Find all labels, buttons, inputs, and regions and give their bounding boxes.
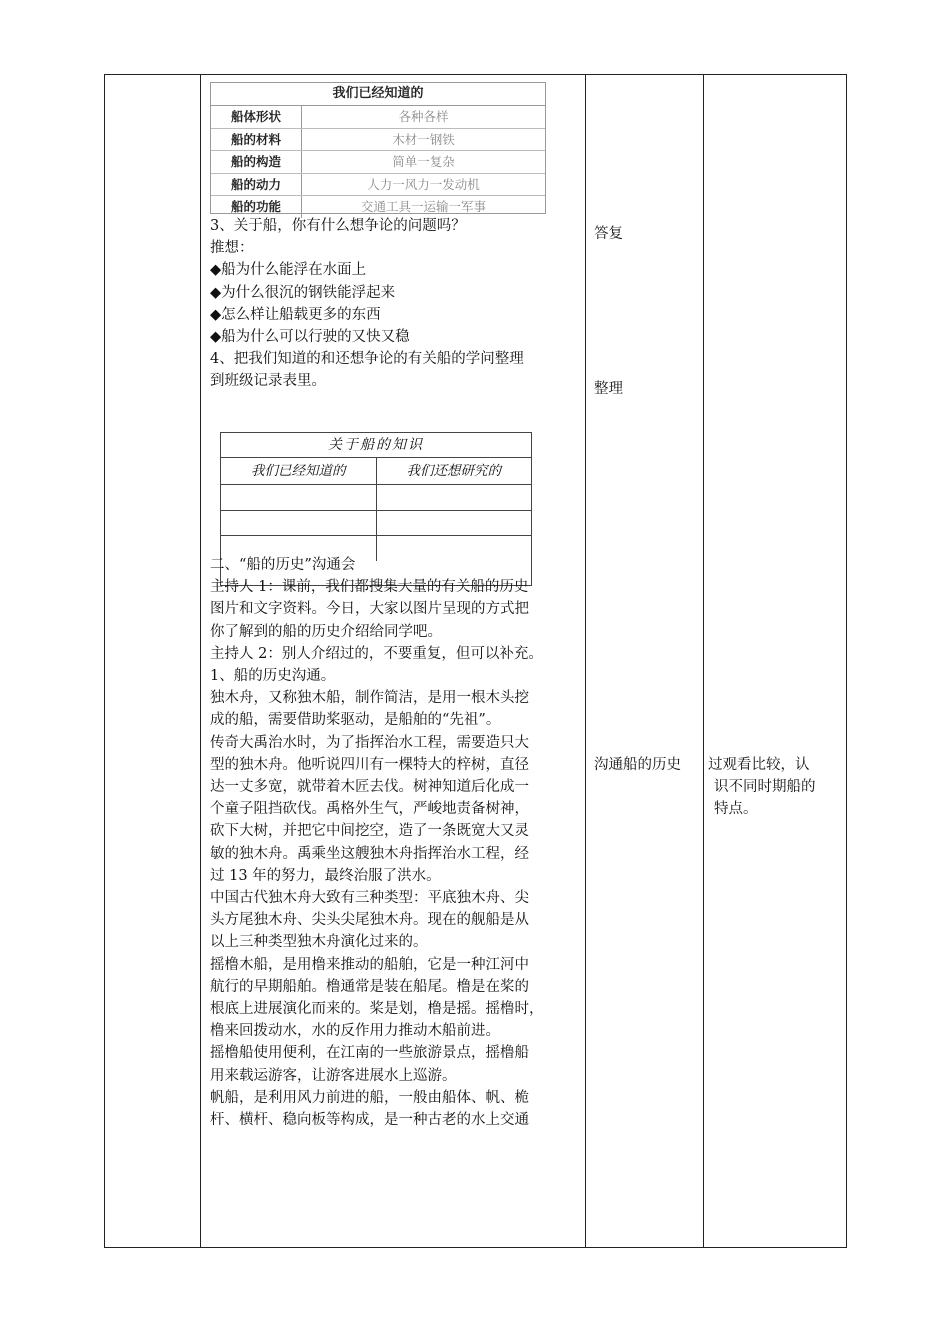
table-row (221, 485, 531, 511)
text-line: 根底上进展演化而来的。桨是划，橹是摇。摇橹时， (210, 1001, 544, 1018)
row-key: 船的动力 (211, 174, 302, 196)
text-line: 主持人 2：别人介绍过的，不要重复，但可以补充。 (210, 645, 543, 662)
table-row (221, 511, 531, 537)
row-value: 人力一风力一发动机 (367, 176, 480, 192)
record-table-title: 关于船的知识 (221, 433, 531, 458)
text-line: 杆、横杆、稳向板等构成，是一种古老的水上交通 (210, 1112, 529, 1129)
text-line: 以上三种类型独木舟演化过来的。 (210, 934, 428, 951)
row-key: 船的构造 (211, 151, 302, 173)
row-value: 交通工具一运输一军事 (360, 199, 486, 215)
known-facts-table (210, 82, 546, 214)
activity-organize: 整理 (594, 381, 623, 397)
text-line: 砍下大树，并把它中间挖空，造了一条既宽大又灵 (210, 823, 529, 840)
text-line: 成的船，需要借助桨驱动，是船舶的“先祖”。 (210, 712, 501, 729)
table-row (211, 174, 545, 197)
record-col-research: 我们还想研究的 (406, 463, 501, 479)
text-line: 1、船的历史沟通。 (210, 668, 336, 685)
row-value: 各种各样 (398, 109, 449, 124)
row-key: 船体形状 (211, 106, 302, 128)
list-item: ◆船为什么能浮在水面上 (210, 262, 367, 279)
text-line: 摇橹船使用便利，在江南的一些旅游景点，摇橹船 (210, 1045, 529, 1062)
design-intent (708, 754, 838, 820)
intent-line: 特点。 (714, 801, 758, 817)
text-line: 传奇大禹治水时，为了指挥治水工程，需要造只大 (210, 734, 529, 751)
text-line: 个童子阻挡砍伐。禹格外生气，严峻地责备树神， (210, 801, 529, 818)
text-line: 你了解到的船的历史介绍给同学吧。 (210, 623, 442, 640)
text-line: 达一丈多宽，就带着木匠去伐。树神知道后化成一 (210, 779, 529, 796)
text-line: 橹来回拨动水，水的反作用力推动木船前进。 (210, 1023, 500, 1040)
row-key: 船的材料 (211, 129, 302, 151)
text-line: 帆船，是利用风力前进的船，一般由船体、帆、桅 (210, 1089, 529, 1106)
text-line: 型的独木舟。他听说四川有一棵特大的梓树，直径 (210, 756, 529, 773)
section-questions (210, 215, 582, 393)
activity-reply: 答复 (594, 226, 623, 242)
row-value: 简单一复杂 (392, 154, 455, 170)
section-heading: 二、“船的历史”沟通会 (210, 557, 356, 573)
table-row (211, 106, 545, 129)
column-divider (703, 74, 704, 1247)
table-row (211, 151, 545, 174)
list-item: ◆怎么样让船载更多的东西 (210, 306, 381, 323)
text-line: 图片和文字资料。今日，大家以图片呈现的方式把 (210, 601, 529, 618)
question-4-cont: 到班级记录表里。 (210, 373, 326, 390)
column-divider (200, 74, 201, 1247)
list-item: ◆为什么很沉的钢铁能浮起来 (210, 284, 396, 301)
question-3: 3、关于船，你有什么想争论的问题吗？ (210, 218, 466, 234)
guess-label: 推想： (210, 240, 254, 257)
list-item: ◆船为什么可以行驶的又快又稳 (210, 329, 410, 346)
text-line: 过 13 年的努力，最终治服了洪水。 (210, 867, 441, 884)
intent-line: 识不同时期船的 (714, 779, 816, 795)
row-value: 木材一钢铁 (392, 131, 455, 147)
text-line: 主持人 1：课前，我们都搜集大量的有关船的历史 (210, 579, 529, 596)
text-line: 用来载运游客，让游客进展水上巡游。 (210, 1067, 457, 1084)
intent-line: 过观看比较，认 (708, 757, 810, 773)
text-line: 航行的早期船舶。橹通常是装在船尾。橹是在桨的 (210, 978, 529, 995)
question-4: 4、把我们知道的和还想争论的有关船的学问整理 (210, 351, 524, 368)
column-divider (585, 74, 586, 1247)
text-line: 敏的独木舟。禹乘坐这艘独木舟指挥治水工程，经 (210, 845, 529, 862)
text-line: 独木舟，又称独木船，制作简洁，是用一根木头挖 (210, 690, 529, 707)
known-table-title: 我们已经知道的 (211, 83, 545, 106)
text-line: 摇橹木船，是用橹来推动的船舶，它是一种江河中 (210, 956, 529, 973)
activity-communicate: 沟通船的历史 (594, 757, 681, 773)
record-table-headers (221, 458, 531, 485)
row-key: 船的功能 (211, 196, 302, 218)
text-line: 头方尾独木舟、尖头尖尾独木舟。现在的舰船是从 (210, 912, 529, 929)
record-col-known: 我们已经知道的 (221, 458, 377, 484)
table-row (211, 129, 545, 152)
section-history (210, 554, 582, 1131)
text-line: 中国古代独木舟大致有三种类型：平底独木舟、尖 (210, 890, 529, 907)
